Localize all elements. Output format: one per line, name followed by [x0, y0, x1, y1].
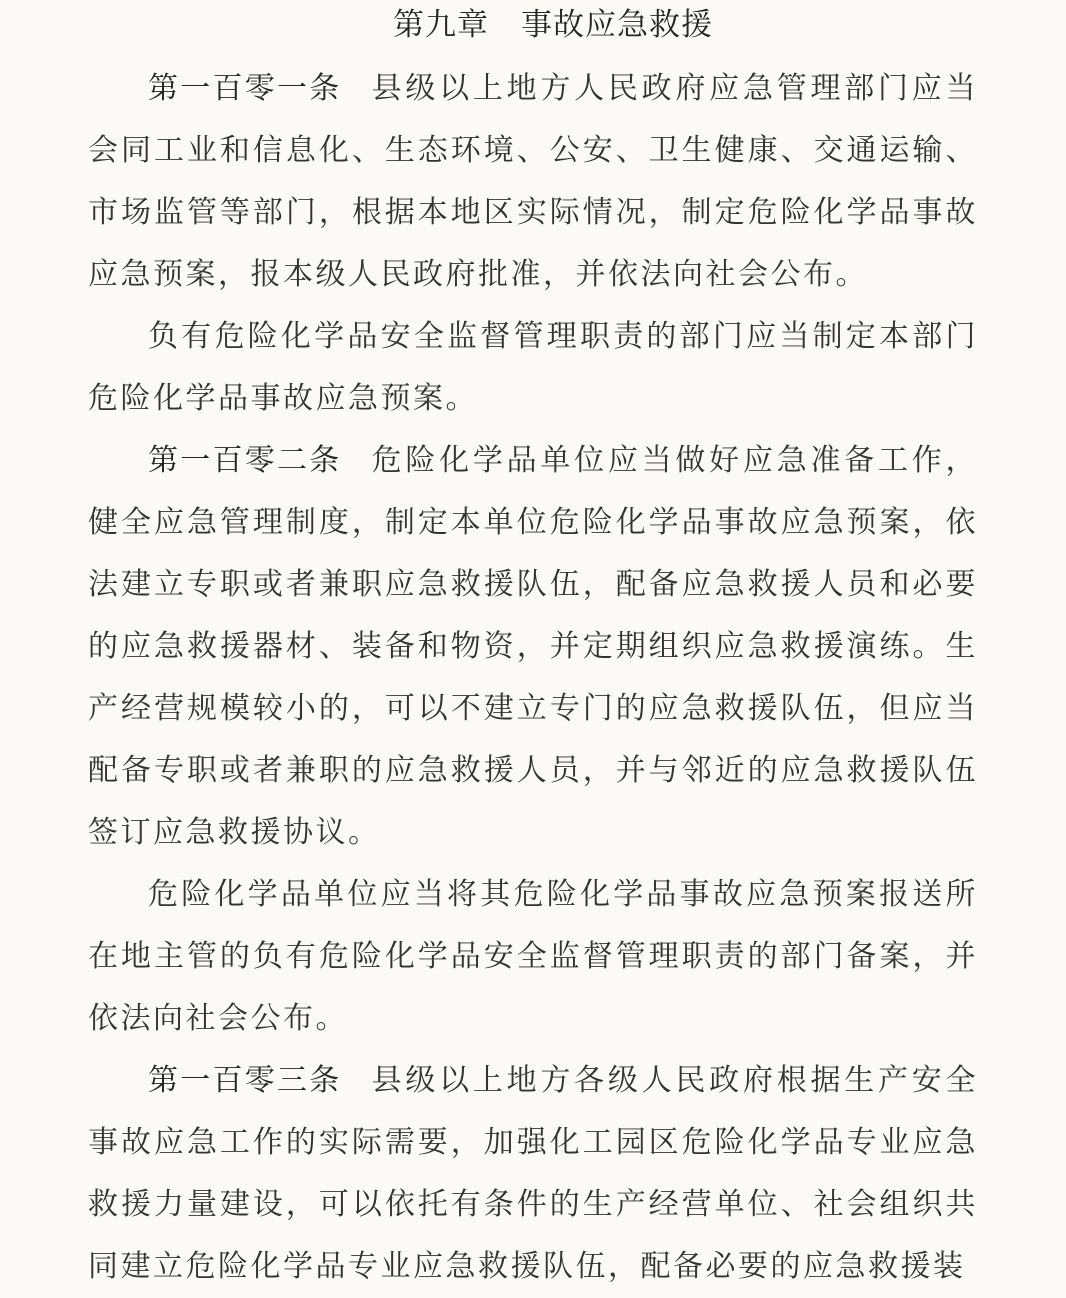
- paragraph-text: 危险化学品单位应当将其危险化学品事故应急预案报送所在地主管的负有危险化学品安全监督管理职责的部门备案，并依法向社会公布。: [88, 877, 978, 1036]
- paragraph-text: 县级以上地方人民政府应急管理部门应当会同工业和信息化、生态环境、公安、卫生健康、交通运输、市场监管等部门，根据本地区实际情况，制定危险化学品事故应急预案，报本级人民政府批准，并依法向社会公布。: [88, 71, 979, 292]
- paragraph-article-101: [88, 58, 978, 306]
- paragraph-article-102: [88, 430, 978, 864]
- paragraph-text: 负有危险化学品安全监督管理职责的部门应当制定本部门危险化学品事故应急预案。: [88, 319, 978, 416]
- paragraph-text: 县级以上地方各级人民政府根据生产安全事故应急工作的实际需要，加强化工园区危险化学品专业应急救援力量建设，可以依托有条件的生产经营单位、社会组织共同建立危险化学品专业应急救援队伍，配备必要的应急救援装: [88, 1063, 979, 1284]
- paragraph-article-101-clause-2: [88, 306, 978, 430]
- article-number: 第一百零二条: [148, 443, 342, 478]
- article-number: 第一百零三条: [148, 1063, 342, 1098]
- paragraph-article-102-clause-2: [88, 864, 978, 1050]
- chapter-title: 第九章 事故应急救援: [393, 7, 713, 43]
- paragraph-article-103: [88, 1050, 978, 1298]
- article-number: 第一百零一条: [148, 71, 342, 106]
- paragraph-text: 危险化学品单位应当做好应急准备工作，健全应急管理制度，制定本单位危险化学品事故应急预案，依法建立专职或者兼职应急救援队伍，配备应急救援人员和必要的应急救援器材、装备和物资，并定期组织应急救援演练。生产经营规模较小的，可以不建立专门的应急救援队伍，但应当配备专职或者兼职的应急救援人员，并与邻近的应急救援队伍签订应急救援协议。: [88, 443, 979, 850]
